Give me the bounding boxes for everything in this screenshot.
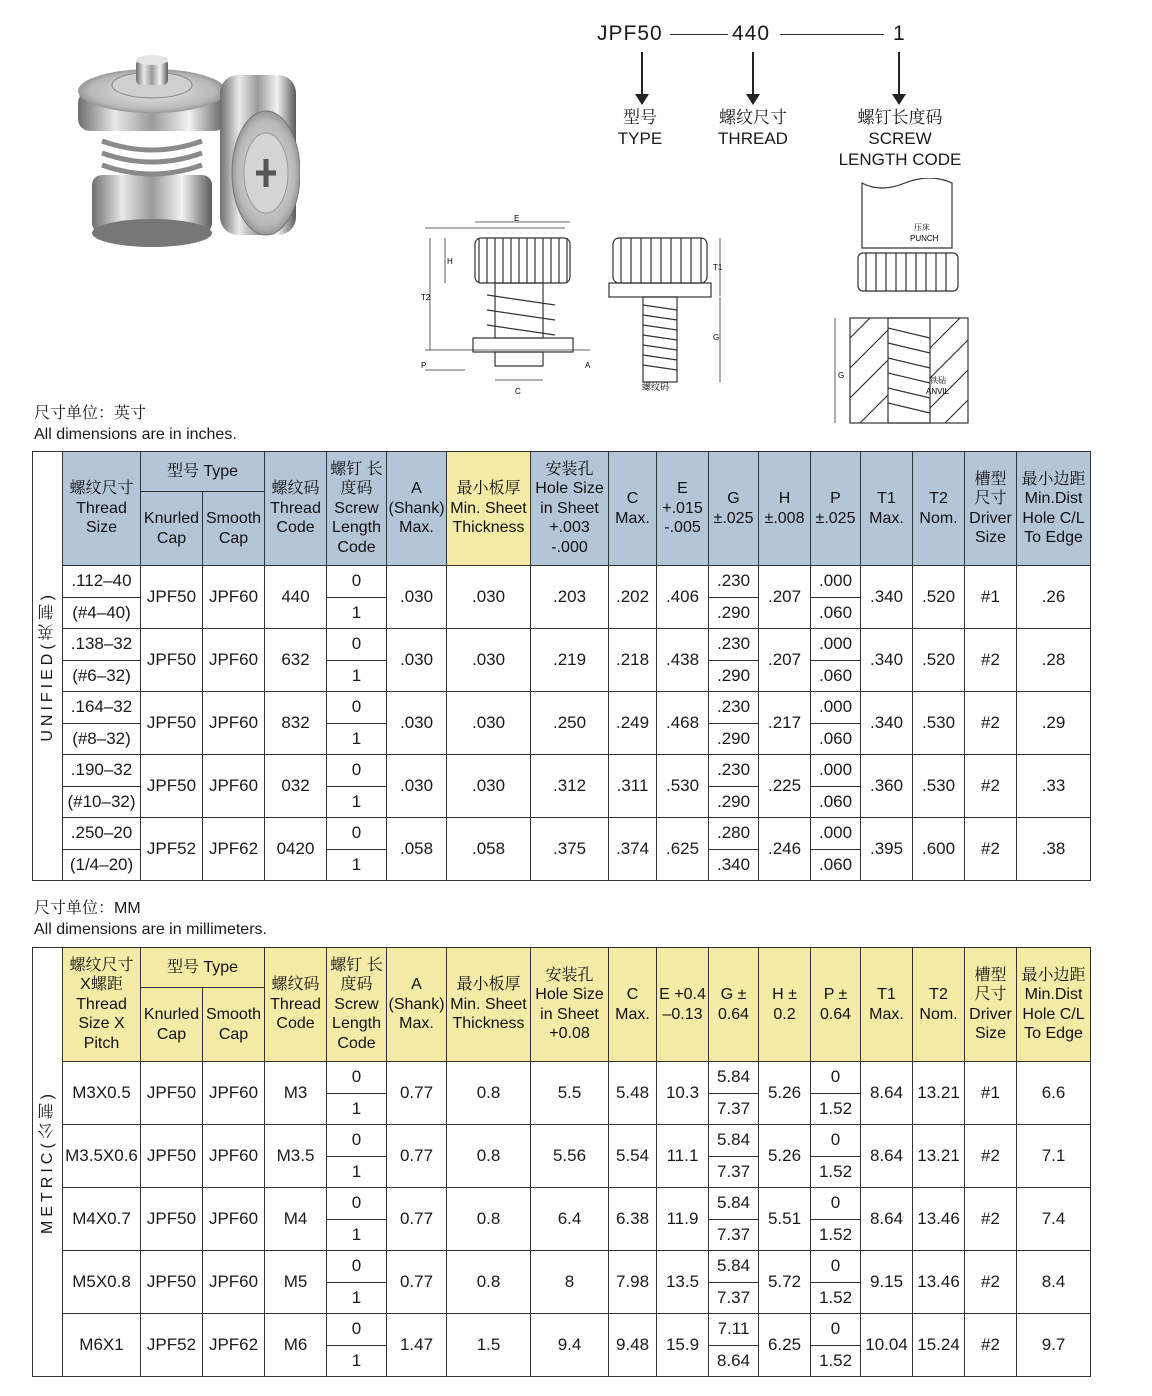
p-cell: .060 <box>811 849 861 881</box>
smooth-cap-cell: JPF60 <box>203 1062 265 1125</box>
shank-a-cell: 0.77 <box>387 1251 447 1314</box>
driver-size-cell: #2 <box>965 692 1017 755</box>
met-h-h: H ± 0.2 <box>759 948 811 1062</box>
table-row <box>33 566 1091 598</box>
thread-size-cell: .250–20 <box>63 818 141 850</box>
h-cell: 5.72 <box>759 1251 811 1314</box>
imperial-unit-cn: 尺寸单位：英寸 <box>34 405 147 422</box>
g-cell: .290 <box>709 597 759 629</box>
h-cell: .217 <box>759 692 811 755</box>
e-cell: 11.9 <box>657 1188 709 1251</box>
met-h-g: G ± 0.64 <box>709 948 759 1062</box>
label-screw-code: 螺纹码 <box>642 382 670 392</box>
thread-code-cell: M4 <box>265 1188 327 1251</box>
p-cell: .000 <box>811 755 861 787</box>
driver-size-cell: #2 <box>965 755 1017 818</box>
hole-size-cell: 5.56 <box>531 1125 609 1188</box>
p-cell: 0 <box>811 1251 861 1283</box>
metric-table <box>32 947 1091 1377</box>
t1-cell: .340 <box>861 692 913 755</box>
thread-size-number-cell: (1/4–20) <box>63 849 141 881</box>
min-sheet-cell: 0.8 <box>447 1125 531 1188</box>
imp-h-knurled: Knurled Cap <box>141 492 203 566</box>
g-cell: .230 <box>709 692 759 724</box>
p-cell: .060 <box>811 723 861 755</box>
dim-t1: T1 <box>713 263 723 272</box>
t1-cell: 8.64 <box>861 1125 913 1188</box>
imp-h-driver: 槽型 尺寸 Driver Size <box>965 452 1017 566</box>
p-cell: 1.52 <box>811 1219 861 1251</box>
driver-size-cell: #2 <box>965 1251 1017 1314</box>
h-cell: 6.25 <box>759 1314 811 1377</box>
thread-code-cell: M6 <box>265 1314 327 1377</box>
length-code-cell: 1 <box>327 1093 387 1125</box>
imp-h-c: C Max. <box>609 452 657 566</box>
pn-type: JPF50 <box>597 22 663 45</box>
thread-size-cell: M6X1 <box>63 1314 141 1377</box>
table-row <box>33 818 1091 850</box>
min-dist-cell: .29 <box>1017 692 1091 755</box>
thread-size-number-cell: (#10–32) <box>63 786 141 818</box>
imp-h-t2: T2 Nom. <box>913 452 965 566</box>
min-dist-cell: 6.6 <box>1017 1062 1091 1125</box>
label-anvil-cn: 铁砧 <box>930 376 946 385</box>
dim-c: C <box>515 387 521 396</box>
driver-size-cell: #2 <box>965 818 1017 881</box>
c-max-cell: .249 <box>609 692 657 755</box>
smooth-cap-cell: JPF60 <box>203 629 265 692</box>
smooth-cap-cell: JPF60 <box>203 755 265 818</box>
caption-length: 螺钉长度码 SCREW LENGTH CODE <box>838 108 962 169</box>
p-cell: 1.52 <box>811 1345 861 1377</box>
min-dist-cell: 9.7 <box>1017 1314 1091 1377</box>
g-cell: 7.37 <box>709 1093 759 1125</box>
hole-size-cell: .312 <box>531 755 609 818</box>
photo-fastener-right <box>220 75 300 235</box>
shank-a-cell: .058 <box>387 818 447 881</box>
thread-size-cell: .138–32 <box>63 629 141 661</box>
hole-size-cell: 8 <box>531 1251 609 1314</box>
length-code-cell: 1 <box>327 786 387 818</box>
t2-cell: 13.46 <box>913 1188 965 1251</box>
length-code-cell: 0 <box>327 566 387 598</box>
met-h-thread-size: 螺纹尺寸 X螺距 Thread Size X Pitch <box>63 948 141 1062</box>
drawing-press-setup <box>830 178 980 433</box>
t1-cell: 8.64 <box>861 1062 913 1125</box>
thread-code-cell: 0420 <box>265 818 327 881</box>
thread-size-number-cell: (#4–40) <box>63 597 141 629</box>
min-sheet-cell: 0.8 <box>447 1062 531 1125</box>
met-h-driver: 槽型 尺寸 Driver Size <box>965 948 1017 1062</box>
g-cell: 5.84 <box>709 1251 759 1283</box>
thread-code-cell: 032 <box>265 755 327 818</box>
c-max-cell: 5.54 <box>609 1125 657 1188</box>
smooth-cap-cell: JPF62 <box>203 1314 265 1377</box>
metric-unit-cn: 尺寸单位：MM <box>34 900 141 917</box>
t2-cell: .600 <box>913 818 965 881</box>
shank-a-cell: 0.77 <box>387 1125 447 1188</box>
thread-size-cell: M5X0.8 <box>63 1251 141 1314</box>
t2-cell: 13.21 <box>913 1062 965 1125</box>
thread-size-number-cell: (#8–32) <box>63 723 141 755</box>
c-max-cell: .202 <box>609 566 657 629</box>
imp-h-smooth: Smooth Cap <box>203 492 265 566</box>
driver-size-cell: #2 <box>965 1125 1017 1188</box>
g-cell: .290 <box>709 786 759 818</box>
min-sheet-cell: 0.8 <box>447 1188 531 1251</box>
p-cell: 0 <box>811 1125 861 1157</box>
dim-t2: T2 <box>421 293 431 302</box>
imp-h-t1: T1 Max. <box>861 452 913 566</box>
imperial-unit-en: All dimensions are in inches. <box>34 426 237 443</box>
met-h-c: C Max. <box>609 948 657 1062</box>
c-max-cell: 9.48 <box>609 1314 657 1377</box>
c-max-cell: 6.38 <box>609 1188 657 1251</box>
dim-p: P <box>421 361 427 370</box>
thread-code-cell: 632 <box>265 629 327 692</box>
thread-code-cell: M3.5 <box>265 1125 327 1188</box>
met-h-type: 型号 Type <box>141 948 265 988</box>
e-cell: .406 <box>657 566 709 629</box>
length-code-cell: 1 <box>327 1156 387 1188</box>
knurled-cap-cell: JPF50 <box>141 1125 203 1188</box>
p-cell: 1.52 <box>811 1282 861 1314</box>
thread-size-cell: M4X0.7 <box>63 1188 141 1251</box>
p-cell: 0 <box>811 1314 861 1346</box>
h-cell: .246 <box>759 818 811 881</box>
t2-cell: 13.46 <box>913 1251 965 1314</box>
imp-h-min-sheet: 最小板厚 Min. Sheet Thickness <box>447 452 531 566</box>
knurled-cap-cell: JPF50 <box>141 566 203 629</box>
p-cell: 1.52 <box>811 1156 861 1188</box>
driver-size-cell: #2 <box>965 1314 1017 1377</box>
imperial-table-wrap <box>32 451 1090 881</box>
e-cell: .468 <box>657 692 709 755</box>
imp-h-e: E +.015 -.005 <box>657 452 709 566</box>
shank-a-cell: .030 <box>387 692 447 755</box>
table-row <box>33 629 1091 661</box>
drawing-side-view <box>415 210 605 405</box>
p-cell: 0 <box>811 1188 861 1220</box>
hole-size-cell: 5.5 <box>531 1062 609 1125</box>
thread-code-cell: M3 <box>265 1062 327 1125</box>
met-h-thread-code: 螺纹码 Thread Code <box>265 948 327 1062</box>
h-cell: .225 <box>759 755 811 818</box>
shank-a-cell: 0.77 <box>387 1188 447 1251</box>
length-code-cell: 1 <box>327 1219 387 1251</box>
driver-size-cell: #2 <box>965 1188 1017 1251</box>
imp-h-thread-code: 螺纹码 Thread Code <box>265 452 327 566</box>
g-cell: .290 <box>709 723 759 755</box>
shank-a-cell: .030 <box>387 755 447 818</box>
t1-cell: .340 <box>861 566 913 629</box>
met-h-length-code: 螺钉 长度码 Screw Length Code <box>327 948 387 1062</box>
pn-connector-1 <box>670 34 728 35</box>
smooth-cap-cell: JPF60 <box>203 566 265 629</box>
dim-e: E <box>514 214 520 223</box>
table-row <box>33 755 1091 787</box>
c-max-cell: 7.98 <box>609 1251 657 1314</box>
label-punch-en: PUNCH <box>910 234 939 243</box>
min-sheet-cell: .030 <box>447 692 531 755</box>
min-dist-cell: .26 <box>1017 566 1091 629</box>
g-cell: 7.37 <box>709 1282 759 1314</box>
met-h-min-sheet: 最小板厚 Min. Sheet Thickness <box>447 948 531 1062</box>
hole-size-cell: .203 <box>531 566 609 629</box>
p-cell: .000 <box>811 566 861 598</box>
t1-cell: 10.04 <box>861 1314 913 1377</box>
pn-connector-2 <box>780 34 884 35</box>
pn-length: 1 <box>893 22 906 45</box>
length-code-cell: 1 <box>327 597 387 629</box>
min-dist-cell: .38 <box>1017 818 1091 881</box>
smooth-cap-cell: JPF62 <box>203 818 265 881</box>
hole-size-cell: 9.4 <box>531 1314 609 1377</box>
hole-size-cell: .250 <box>531 692 609 755</box>
p-cell: .000 <box>811 692 861 724</box>
arrow-length <box>898 52 900 95</box>
thread-size-cell: M3.5X0.6 <box>63 1125 141 1188</box>
product-photo <box>70 55 300 250</box>
t1-cell: 8.64 <box>861 1188 913 1251</box>
shank-a-cell: .030 <box>387 566 447 629</box>
p-cell: 1.52 <box>811 1093 861 1125</box>
length-code-cell: 0 <box>327 1314 387 1346</box>
length-code-cell: 1 <box>327 849 387 881</box>
thread-code-cell: 832 <box>265 692 327 755</box>
e-cell: .438 <box>657 629 709 692</box>
p-cell: .000 <box>811 629 861 661</box>
min-sheet-cell: .030 <box>447 629 531 692</box>
table-row <box>33 692 1091 724</box>
imp-h-h: H ±.008 <box>759 452 811 566</box>
h-cell: 5.26 <box>759 1062 811 1125</box>
smooth-cap-cell: JPF60 <box>203 1251 265 1314</box>
e-cell: .530 <box>657 755 709 818</box>
g-cell: 7.37 <box>709 1156 759 1188</box>
p-cell: .060 <box>811 660 861 692</box>
e-cell: .625 <box>657 818 709 881</box>
t1-cell: .395 <box>861 818 913 881</box>
dim-g: G <box>713 333 720 342</box>
imp-h-p: P ±.025 <box>811 452 861 566</box>
shank-a-cell: .030 <box>387 629 447 692</box>
imp-h-type: 型号 Type <box>141 452 265 492</box>
c-max-cell: 5.48 <box>609 1062 657 1125</box>
label-punch-cn: 压床 <box>914 223 930 232</box>
arrow-thread <box>752 52 754 95</box>
thread-code-cell: 440 <box>265 566 327 629</box>
c-max-cell: .218 <box>609 629 657 692</box>
dim-h: H <box>447 257 453 266</box>
length-code-cell: 0 <box>327 755 387 787</box>
e-cell: 11.1 <box>657 1125 709 1188</box>
c-max-cell: .311 <box>609 755 657 818</box>
imp-h-a: A (Shank) Max. <box>387 452 447 566</box>
hole-size-cell: 6.4 <box>531 1188 609 1251</box>
knurled-cap-cell: JPF50 <box>141 755 203 818</box>
t1-cell: 9.15 <box>861 1251 913 1314</box>
h-cell: .207 <box>759 629 811 692</box>
hole-size-cell: .219 <box>531 629 609 692</box>
g-cell: 5.84 <box>709 1125 759 1157</box>
smooth-cap-cell: JPF60 <box>203 692 265 755</box>
thread-size-cell: .190–32 <box>63 755 141 787</box>
pn-thread: 440 <box>732 22 771 45</box>
min-dist-cell: 8.4 <box>1017 1251 1091 1314</box>
table-row <box>33 1251 1091 1283</box>
met-h-p: P ± 0.64 <box>811 948 861 1062</box>
knurled-cap-cell: JPF50 <box>141 629 203 692</box>
min-dist-cell: 7.1 <box>1017 1125 1091 1188</box>
length-code-cell: 0 <box>327 692 387 724</box>
label-anvil-en: ANVIL <box>926 387 950 396</box>
length-code-cell: 0 <box>327 818 387 850</box>
metric-side-label: METRIC(公制) <box>33 948 63 1377</box>
met-h-t1: T1 Max. <box>861 948 913 1062</box>
shank-a-cell: 0.77 <box>387 1062 447 1125</box>
t2-cell: .520 <box>913 629 965 692</box>
length-code-cell: 0 <box>327 629 387 661</box>
imperial-side-label: UNIFIED(英制) <box>33 452 63 881</box>
metric-table-wrap <box>32 947 1090 1377</box>
thread-size-number-cell: (#6–32) <box>63 660 141 692</box>
knurled-cap-cell: JPF50 <box>141 692 203 755</box>
min-sheet-cell: .030 <box>447 566 531 629</box>
thread-size-cell: .164–32 <box>63 692 141 724</box>
g-cell: .230 <box>709 629 759 661</box>
g-cell: 5.84 <box>709 1062 759 1094</box>
table-row <box>33 1125 1091 1157</box>
hole-size-cell: .375 <box>531 818 609 881</box>
imp-h-thread-size: 螺纹尺寸 Thread Size <box>63 452 141 566</box>
driver-size-cell: #1 <box>965 566 1017 629</box>
caption-thread: 螺纹尺寸 THREAD <box>718 108 788 148</box>
knurled-cap-cell: JPF50 <box>141 1251 203 1314</box>
t1-cell: .340 <box>861 629 913 692</box>
p-cell: .000 <box>811 818 861 850</box>
imp-h-min-dist: 最小边距 Min.Dist Hole C/L To Edge <box>1017 452 1091 566</box>
met-h-knurled: Knurled Cap <box>141 988 203 1062</box>
g-cell: .230 <box>709 755 759 787</box>
imp-h-hole: 安装孔 Hole Size in Sheet +.003 -.000 <box>531 452 609 566</box>
driver-size-cell: #2 <box>965 629 1017 692</box>
table-row <box>33 1188 1091 1220</box>
length-code-cell: 0 <box>327 1125 387 1157</box>
g-cell: .230 <box>709 566 759 598</box>
imperial-table <box>32 451 1091 881</box>
knurled-cap-cell: JPF50 <box>141 1062 203 1125</box>
metric-unit-note <box>34 898 267 940</box>
drawing-installed-view <box>605 230 735 395</box>
knurled-cap-cell: JPF50 <box>141 1188 203 1251</box>
t1-cell: .360 <box>861 755 913 818</box>
e-cell: 15.9 <box>657 1314 709 1377</box>
c-max-cell: .374 <box>609 818 657 881</box>
met-h-t2: T2 Nom. <box>913 948 965 1062</box>
smooth-cap-cell: JPF60 <box>203 1125 265 1188</box>
table-row <box>33 1062 1091 1094</box>
g-cell: 8.64 <box>709 1345 759 1377</box>
min-sheet-cell: .030 <box>447 755 531 818</box>
g-cell: .290 <box>709 660 759 692</box>
p-cell: .060 <box>811 786 861 818</box>
t2-cell: 15.24 <box>913 1314 965 1377</box>
t2-cell: .520 <box>913 566 965 629</box>
e-cell: 10.3 <box>657 1062 709 1125</box>
arrow-type <box>641 52 643 95</box>
dim-a: A <box>585 361 591 370</box>
caption-type: 型号 TYPE <box>617 108 663 148</box>
knurled-cap-cell: JPF52 <box>141 1314 203 1377</box>
length-code-cell: 0 <box>327 1062 387 1094</box>
imp-h-g: G ±.025 <box>709 452 759 566</box>
t2-cell: .530 <box>913 692 965 755</box>
g-cell: 7.11 <box>709 1314 759 1346</box>
dim-g2: G <box>838 371 845 380</box>
p-cell: .060 <box>811 597 861 629</box>
table-row <box>33 1314 1091 1346</box>
length-code-cell: 1 <box>327 660 387 692</box>
min-sheet-cell: 0.8 <box>447 1251 531 1314</box>
h-cell: 5.51 <box>759 1188 811 1251</box>
smooth-cap-cell: JPF60 <box>203 1188 265 1251</box>
thread-size-cell: M3X0.5 <box>63 1062 141 1125</box>
thread-code-cell: M5 <box>265 1251 327 1314</box>
h-cell: 5.26 <box>759 1125 811 1188</box>
g-cell: .280 <box>709 818 759 850</box>
min-dist-cell: 7.4 <box>1017 1188 1091 1251</box>
met-h-e: E +0.4 –0.13 <box>657 948 709 1062</box>
metric-unit-en: All dimensions are in millimeters. <box>34 921 267 938</box>
min-sheet-cell: .058 <box>447 818 531 881</box>
min-sheet-cell: 1.5 <box>447 1314 531 1377</box>
met-h-hole: 安装孔 Hole Size in Sheet +0.08 <box>531 948 609 1062</box>
length-code-cell: 0 <box>327 1188 387 1220</box>
met-h-smooth: Smooth Cap <box>203 988 265 1062</box>
e-cell: 13.5 <box>657 1251 709 1314</box>
p-cell: 0 <box>811 1062 861 1094</box>
imperial-unit-note <box>34 403 237 445</box>
min-dist-cell: .28 <box>1017 629 1091 692</box>
t2-cell: 13.21 <box>913 1125 965 1188</box>
length-code-cell: 1 <box>327 1282 387 1314</box>
met-h-min-dist: 最小边距 Min.Dist Hole C/L To Edge <box>1017 948 1091 1062</box>
min-dist-cell: .33 <box>1017 755 1091 818</box>
h-cell: .207 <box>759 566 811 629</box>
driver-size-cell: #1 <box>965 1062 1017 1125</box>
knurled-cap-cell: JPF52 <box>141 818 203 881</box>
photo-fastener-left <box>78 55 226 247</box>
met-h-a: A (Shank) Max. <box>387 948 447 1062</box>
g-cell: 7.37 <box>709 1219 759 1251</box>
imp-h-length-code: 螺钉 长度码 Screw Length Code <box>327 452 387 566</box>
g-cell: .340 <box>709 849 759 881</box>
t2-cell: .530 <box>913 755 965 818</box>
g-cell: 5.84 <box>709 1188 759 1220</box>
length-code-cell: 1 <box>327 1345 387 1377</box>
length-code-cell: 1 <box>327 723 387 755</box>
thread-size-cell: .112–40 <box>63 566 141 598</box>
shank-a-cell: 1.47 <box>387 1314 447 1377</box>
length-code-cell: 0 <box>327 1251 387 1283</box>
